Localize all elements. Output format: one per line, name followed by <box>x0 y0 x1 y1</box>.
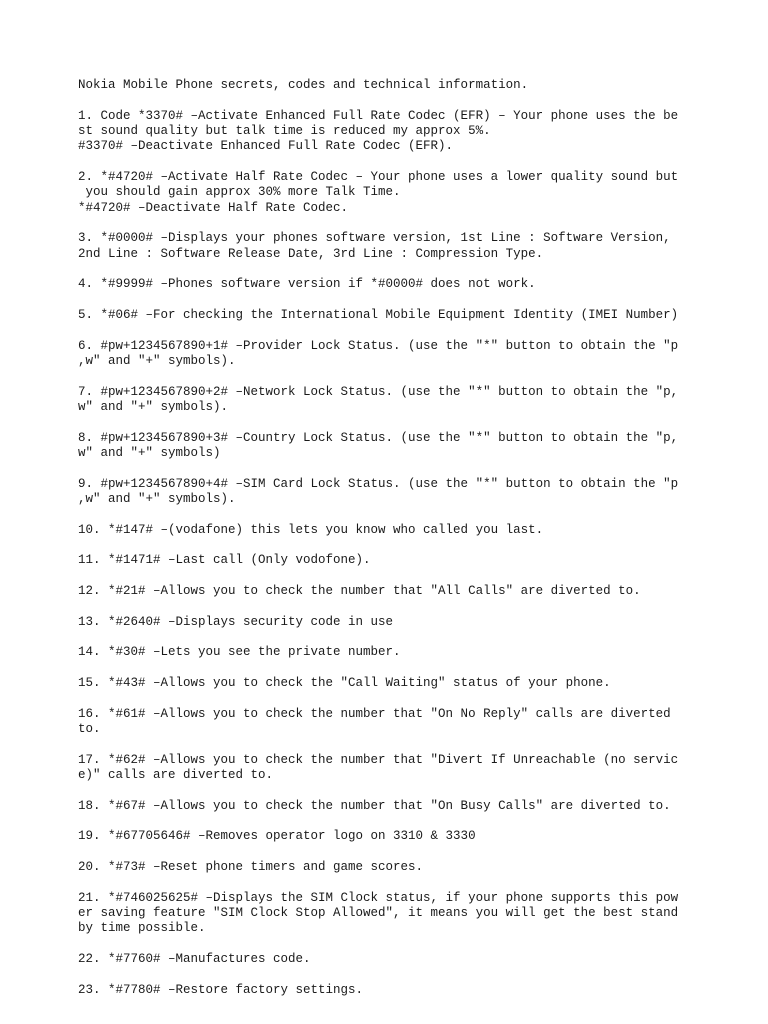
code-item <box>78 277 698 292</box>
code-item-line: w" and "+" symbols) <box>78 445 221 460</box>
code-item <box>78 645 698 660</box>
code-item-line: e)" calls are diverted to. <box>78 767 274 782</box>
code-item-line: *#4720# –Deactivate Half Rate Codec. <box>78 200 349 215</box>
code-item <box>78 231 698 262</box>
code-item-line: you should gain approx 30% more Talk Time. <box>78 185 401 200</box>
code-item-line: by time possible. <box>78 921 206 936</box>
code-item-line: 1. Code *3370# –Activate Enhanced Full Rate Codec (EFR) – Your phone uses the be <box>78 108 679 123</box>
code-item-line: 7. #pw+1234567890+2# –Network Lock Status. (use the "*" button to obtain the "p, <box>78 384 679 399</box>
code-item <box>78 385 698 416</box>
code-item <box>78 615 698 630</box>
code-item <box>78 477 698 508</box>
document-title: Nokia Mobile Phone secrets, codes and technical information. <box>78 78 529 92</box>
code-item <box>78 170 698 216</box>
code-item-line: 14. *#30# –Lets you see the private number. <box>78 645 401 660</box>
code-item <box>78 339 698 370</box>
code-item-line: 18. *#67# –Allows you to check the number that "On Busy Calls" are diverted to. <box>78 798 671 813</box>
code-item <box>78 308 698 323</box>
code-item-line: 8. #pw+1234567890+3# –Country Lock Status. (use the "*" button to obtain the "p, <box>78 430 679 445</box>
code-item-line: ,w" and "+" symbols). <box>78 491 236 506</box>
code-item-line: 22. *#7760# –Manufactures code. <box>78 951 311 966</box>
code-item-line: w" and "+" symbols). <box>78 399 229 414</box>
code-item-line: #3370# –Deactivate Enhanced Full Rate Codec (EFR). <box>78 139 454 154</box>
code-item-line: 9. #pw+1234567890+4# –SIM Card Lock Status. (use the "*" button to obtain the "p <box>78 476 679 491</box>
code-item-line: 15. *#43# –Allows you to check the "Call Waiting" status of your phone. <box>78 675 611 690</box>
code-item <box>78 952 698 967</box>
code-item-line: 3. *#0000# –Displays your phones software version, 1st Line : Software Version, <box>78 231 671 246</box>
code-item <box>78 860 698 875</box>
code-item-line: 20. *#73# –Reset phone timers and game scores. <box>78 860 424 875</box>
code-item-line: 6. #pw+1234567890+1# –Provider Lock Status. (use the "*" button to obtain the "p <box>78 338 679 353</box>
code-item-line: 13. *#2640# –Displays security code in use <box>78 614 394 629</box>
code-item-line: st sound quality but talk time is reduced my approx 5%. <box>78 123 491 138</box>
code-item <box>78 983 698 998</box>
code-item-line: er saving feature "SIM Clock Stop Allowed", it means you will get the best stand <box>78 906 679 920</box>
code-item-line: ,w" and "+" symbols). <box>78 353 236 368</box>
code-item <box>78 553 698 568</box>
code-item-line: 12. *#21# –Allows you to check the number that "All Calls" are diverted to. <box>78 583 641 598</box>
code-item-line: 23. *#7780# –Restore factory settings. <box>78 982 364 997</box>
code-item <box>78 676 698 691</box>
code-item-line: 2nd Line : Software Release Date, 3rd Line : Compression Type. <box>78 246 544 261</box>
code-item-line: to. <box>78 721 101 736</box>
code-item <box>78 523 698 538</box>
code-item <box>78 707 698 738</box>
code-item-line: 2. *#4720# –Activate Half Rate Codec – Your phone uses a lower quality sound but <box>78 169 679 184</box>
code-item <box>78 829 698 844</box>
document-body <box>78 78 698 1013</box>
code-item-line: 16. *#61# –Allows you to check the number that "On No Reply" calls are diverted <box>78 706 671 721</box>
code-list <box>78 109 698 998</box>
code-item <box>78 753 698 784</box>
code-item-line: 21. *#746025625# –Displays the SIM Clock status, if your phone supports this pow <box>78 890 679 905</box>
code-item <box>78 431 698 462</box>
code-item-line: 17. *#62# –Allows you to check the number that "Divert If Unreachable (no servic <box>78 752 679 767</box>
code-item <box>78 584 698 599</box>
code-item-line: 19. *#67705646# –Removes operator logo on 3310 & 3330 <box>78 829 476 844</box>
code-item-line: 10. *#147# –(vodafone) this lets you know who called you last. <box>78 522 544 537</box>
code-item <box>78 891 698 937</box>
code-item-line: 11. *#1471# –Last call (Only vodofone). <box>78 553 371 568</box>
code-item <box>78 799 698 814</box>
code-item-line: 4. *#9999# –Phones software version if *#0000# does not work. <box>78 277 536 292</box>
code-item <box>78 109 698 155</box>
code-item-line: 5. *#06# –For checking the International Mobile Equipment Identity (IMEI Number) <box>78 307 679 322</box>
